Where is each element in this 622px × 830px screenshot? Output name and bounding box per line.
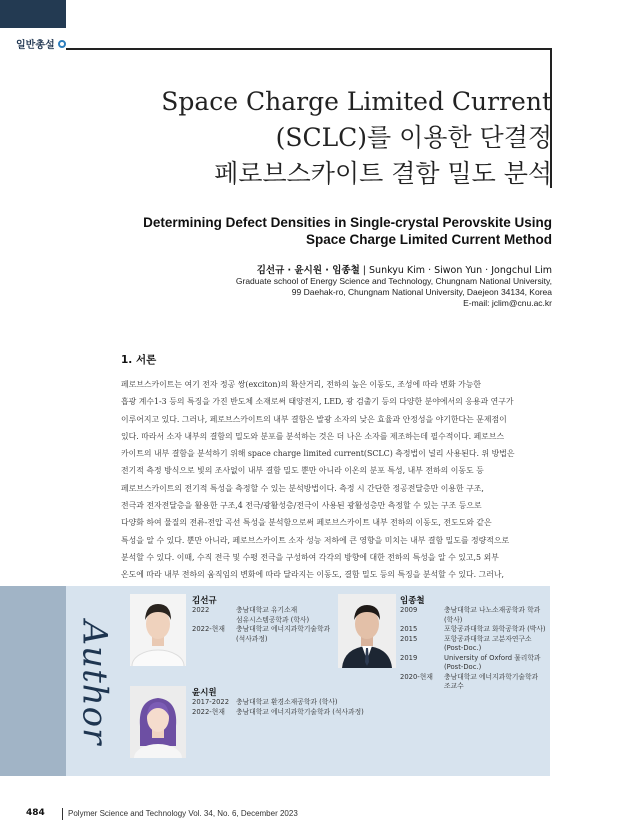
subtitle-line: Determining Defect Densities in Single-crystal Perovskite Using [143,215,552,230]
cv-desc: (석사과정) [236,634,268,643]
cv-row [400,663,546,673]
title-line: Space Charge Limited Current [161,87,552,116]
cv-year: 2009 [400,606,418,614]
header-tab-block [0,0,66,28]
cv-row [400,682,546,692]
cv-year: 2017-2022 [192,698,230,706]
cv-desc: 포항공과대학교 화학공학과 (박사) [444,625,546,633]
cv-row [192,708,364,718]
cv-year [400,682,444,692]
article-title [72,84,552,192]
author-photo-kim [130,594,186,666]
cv-desc: 충남대학교 나노소재공학과 학과 [444,606,541,614]
cv-year [400,644,444,654]
body-line: 카이트의 내부 결함을 분석하기 위해 space charge limited current(SCLC) 측정법이 널리 사용된다. 위 방법은 [121,449,515,459]
affiliation-line: 99 Daehak-ro, Chungnam National University, Daejeon 34134, Korea [291,287,552,297]
cv-desc: 충남대학교 에너지과학기술학과 [236,625,331,633]
body-line: 페로브스카이트의 전기적 특성을 측정할 수 있는 분석방법이다. 측정 시 간단한 정공전달층만 이용한 구조, [121,483,484,493]
author-name: 김선규 [192,596,217,606]
author-section-label [64,608,124,758]
author-name: 임종철 [400,596,425,606]
title-line: (SCLC)를 이용한 단결정 [275,123,552,152]
cv-row [400,606,546,616]
cv-desc: 조교수 [444,682,464,690]
cv-row [192,698,364,708]
author-byline [72,262,552,276]
body-line: 전극과 전자전달층을 활용한 구조,4 전극/광활성층/전극이 사용된 광활성층만 측정할 수 있는 구조 등으로 [121,501,482,511]
cv-desc: (Post-Doc.) [444,663,482,671]
author-name: 윤시원 [192,688,217,698]
cv-desc: (Post-Doc.) [444,644,482,652]
body-paragraph [121,376,555,584]
author-photo-lim [338,594,396,668]
cv-year: 2022-현재 [192,707,225,716]
cv-year: 2022-현재 [192,625,225,633]
author-cv [192,606,330,644]
cv-desc: 충남대학교 에너지과학기술학과 [444,672,539,681]
section-heading: 1. 서론 [121,354,157,366]
cv-row [400,625,546,635]
cv-row [192,625,330,635]
cv-desc: (학사) [444,615,463,624]
cv-row [400,635,546,645]
cv-year: 2020-현재 [400,672,433,681]
section-tag [16,36,66,51]
author-cv [192,698,364,717]
cv-row [192,635,330,645]
cv-desc: 섬유시스템공학과 (학사) [236,615,310,624]
cv-year: 2022 [192,606,210,614]
section-tag-label: 일반총설 [16,40,55,51]
portrait-icon [130,686,186,758]
page-number: 484 [26,808,45,818]
cv-row [400,654,546,664]
author-photo-yun [130,686,186,758]
cv-desc: 충남대학교 환경소재공학과 (학사) [236,698,338,706]
cv-row [192,606,330,616]
cv-year [400,663,444,673]
cv-desc: 충남대학교 유기소재 [236,606,298,614]
cv-row [400,616,546,626]
body-line: 특성을 알 수 있다. 뿐만 아니라, 페로브스카이트 소자 성능 저하에 큰 영향을 미치는 내부 결함 밀도를 정량적으로 [121,535,510,545]
body-line: 온도에 따라 내부 전하의 움직임의 변화에 따라 달라지는 이동도, 결함 밀도 등의 특징을 분석할 수 있다. 그러나, [121,570,505,580]
affiliation-line: Graduate school of Energy Science and Technology, Chungnam National University, [235,276,552,286]
cv-row [400,644,546,654]
title-line: 페로브스카이트 결함 밀도 분석 [214,159,552,188]
footer-divider [62,808,63,820]
portrait-icon [338,594,396,668]
cv-desc: 충남대학교 에너지과학기술학과 (석사과정) [236,707,364,716]
author-names-english: Sunkyu Kim · Siwon Yun · Jongchul Lim [369,265,552,276]
body-line: 있다. 따라서 소자 내부의 결함의 밀도와 분포를 분석하는 것은 더 나은 소자를 제조하는데 필수적이다. 페로브스 [121,431,505,441]
cv-row [192,616,330,626]
subtitle-line: Space Charge Limited Current Method [305,232,552,247]
body-line: 페로브스카이트는 여기 전자 정공 쌍(exciton)의 확산거리, 전하의 높은 이동도, 조성에 따라 변화 가능한 [121,380,481,389]
author-separator: | [362,265,366,276]
body-line: 다양화 하여 물질의 전류-전압 곡선 특성을 분석함으로써 페로브스카이트 내부 전하의 이동도, 전도도와 같은 [121,518,492,528]
author-label-text: Author [74,620,115,746]
cv-year: 2015 [400,625,418,633]
affiliation-email: E-mail: jclim@cnu.ac.kr [463,298,552,308]
cv-desc: University of Oxford 물리학과 [444,653,541,662]
circle-icon [58,40,66,48]
body-line: 분석할 수 있다. 이때, 수직 전극 및 수평 전극을 구성하여 각각의 방향에 대한 전하의 특성을 알 수 있고,5 외부 [121,552,499,562]
author-section-stripe [0,586,66,776]
cv-year [400,616,444,626]
cv-desc: 포항공과대학교 고분자연구소 [444,634,532,643]
cv-year [192,635,236,645]
portrait-icon [130,594,186,666]
cv-year [192,616,236,626]
body-line: 이루어지고 있다. 그러나, 페로브스카이트의 내부 결함은 발광 소자의 낮은 효율과 안정성을 야기한다는 문제점이 [121,414,507,424]
affiliation [72,276,552,309]
journal-citation: Polymer Science and Technology Vol. 34, No. 6, December 2023 [68,809,298,818]
author-names-korean: 김선규 · 윤시원 · 임종철 [256,265,360,276]
cv-year: 2015 [400,634,418,643]
body-line: 전기적 측정 방식으로 빛의 조사없이 내부 결함 밀도 뿐만 아니라 이온의 분포 특성, 내부 전하의 이동도 등 [121,466,484,476]
cv-row [400,673,546,683]
body-line: 흡광 계수1-3 등의 특징을 가진 반도체 소재로써 태양전지, LED, 광 검출기 등의 다양한 분야에서의 응용과 연구가 [121,397,514,407]
author-cv [400,606,546,692]
article-subtitle [72,214,552,248]
cv-year: 2019 [400,653,418,662]
